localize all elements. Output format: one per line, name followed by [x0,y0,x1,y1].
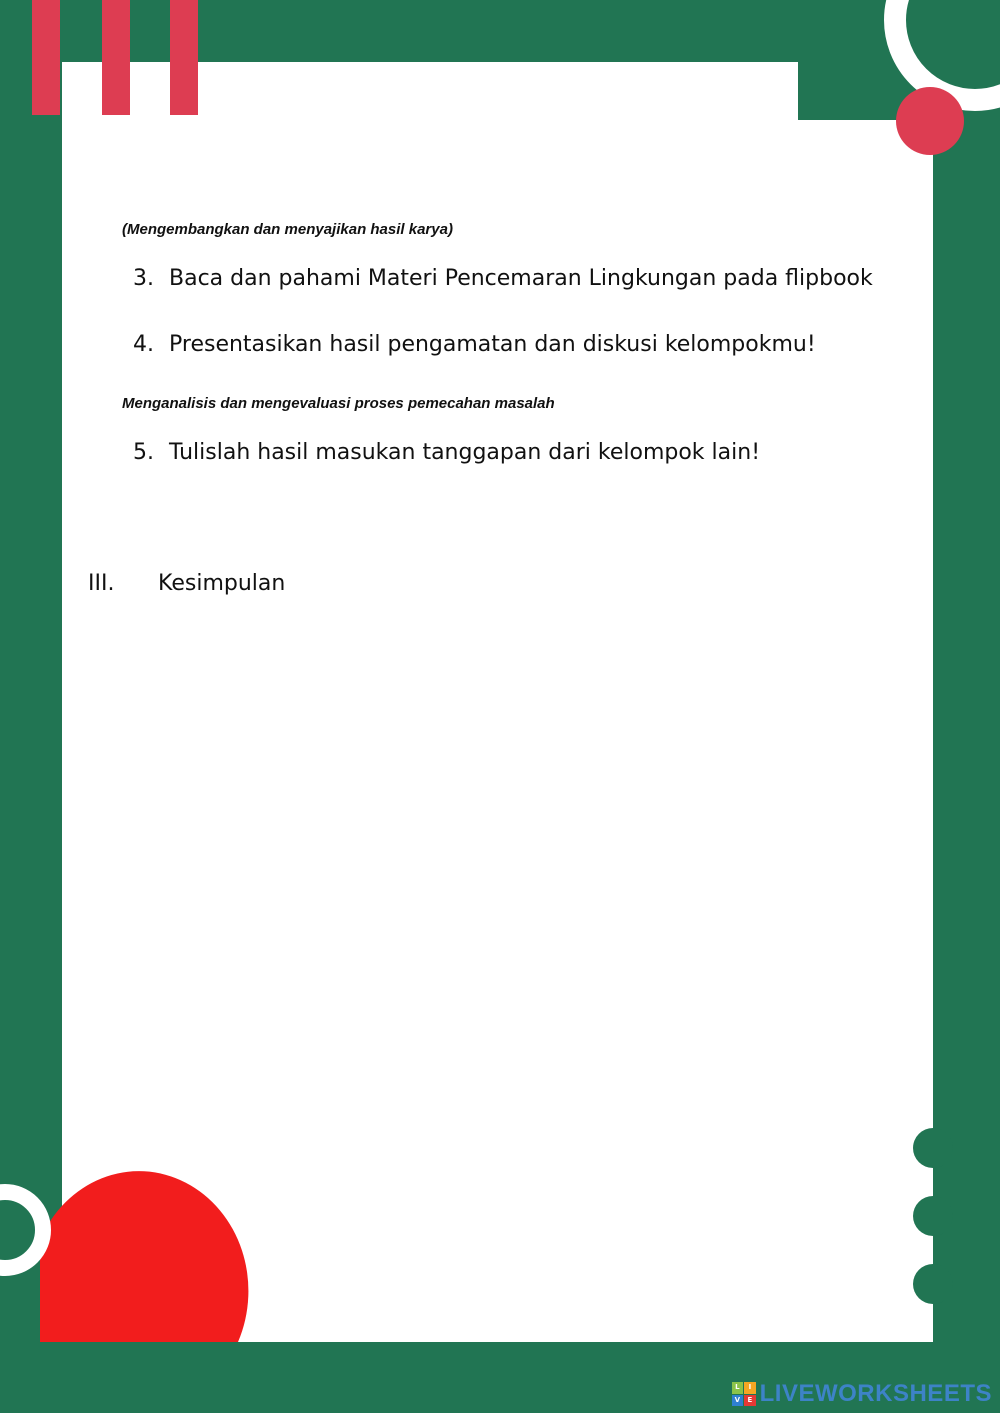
watermark-text: LIVEWORKSHEETS [759,1380,992,1407]
section-heading-conclusion [88,571,285,596]
item-text: Presentasikan hasil pengamatan dan diskusi kelompokmu! [169,332,816,357]
item-text: Baca dan pahami Materi Pencemaran Lingkungan pada flipbook [169,266,873,291]
item-number: 5. [133,440,154,465]
logo-letter: L [732,1382,744,1394]
liveworksheets-logo-icon [732,1382,756,1406]
heading-text: Kesimpulan [158,571,286,596]
liveworksheets-watermark[interactable] [732,1380,992,1408]
logo-letter: V [732,1395,744,1407]
section-note-analyze: Menganalisis dan mengevaluasi proses pemecahan masalah [122,395,555,412]
item-number: 4. [133,332,154,357]
list-item [133,332,816,357]
logo-letter: I [744,1382,756,1394]
list-item [133,266,873,291]
heading-number: III. [88,571,115,596]
logo-letter: E [744,1395,756,1407]
item-number: 3. [133,266,154,291]
item-text: Tulislah hasil masukan tanggapan dari kelompok lain! [169,440,761,465]
list-item [133,440,760,465]
section-note-develop: (Mengembangkan dan menyajikan hasil karya) [122,221,453,238]
